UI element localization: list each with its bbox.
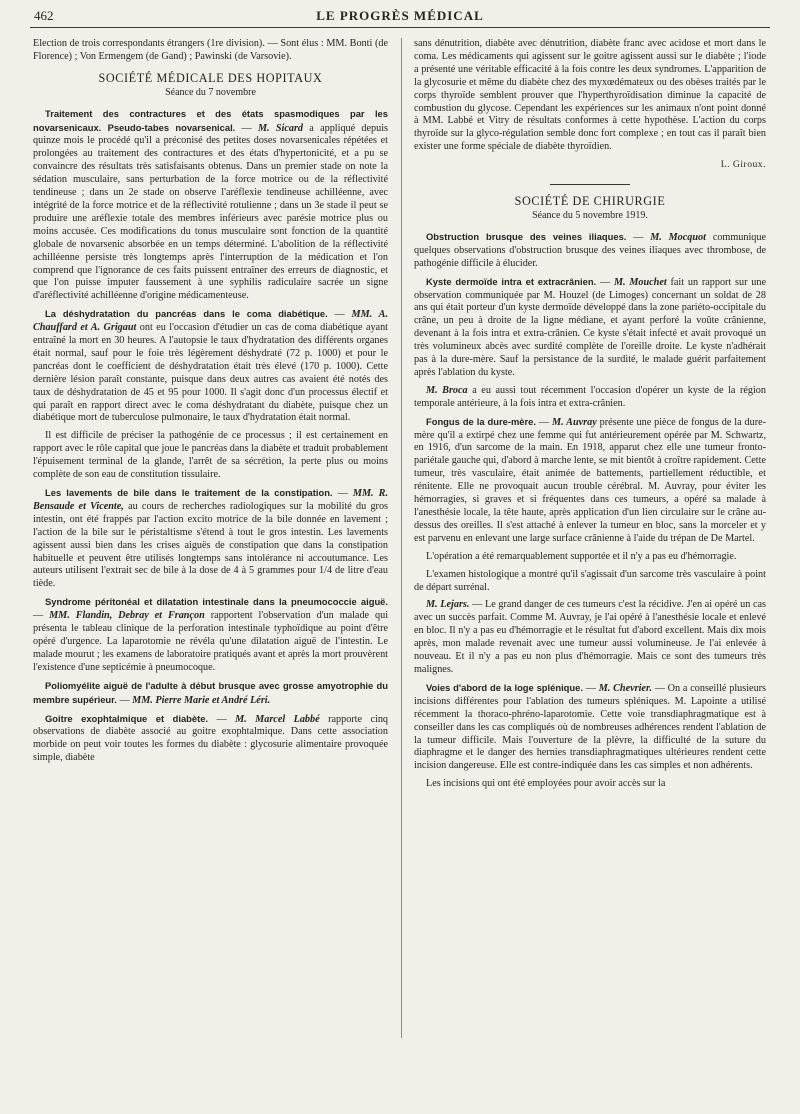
article-paragraph: Traitement des contractures et des états spasmodiques par les novarsenicaux. Pseudo-tabes novarsenical. — M. Sicard a appliqué depuis quinze mois le procédé qu'il a préconisé des petites doses novarsenicales répétées et prolongées au traitement des contractures et des états d'hypertonicité, et a pu se convaincre des résultats très satisfaisants obtenus. Dans un premier stade on note la sédation musculaire, sans perturbation de la force motrice ou de la réflectivité tendineuse ; dans un 2e stade on observe l'aréflexie tendineuse achilléenne, avec intégrité de la force motrice et de la réflectivité rotulienne ; dans un 3e stade il peut se produire une aréflexie totale des membres inférieurs avec parésie motrice plus ou moins accusée. Ces modifications du tonus musculaire sont fonction de la quantité globale de novarsenic absorbée en un temps déterminé. L'abolition de la réflectivité achilléenne persiste très longtemps après l'interruption de la médication et l'on comprend que l'ignorance de ces faits puissent entraîner des erreurs de diagnostic, et que l'on puisse imputer faussement à une syphilis radiculaire sacrée un signe d'aréflectivité achilléenne d'origine médicamenteuse. xyxy=(33,107,389,302)
article-text: a eu aussi tout récemment l'occasion d'opérer un kyste de la région temporale antérieure, à la fois intra et extra-crânien. xyxy=(414,384,766,409)
article-text: — On a conseillé plusieurs incisions différentes pour l'ablation des tumeurs spléniques. M. Lapointe a utilisé récemment la thoraco-phréno-laparotomie. Cette voie transdiaphragmatique est à conseiller dans les cas compliqués où de nombreuses adhérences rendent l'ablation de la tumeur difficile. Mais l'ouverture de la plèvre, la difficulté de la suture du diaphragme et le danger des hernies transdiaphragmatiques ultérieures rendent cette incision dangereuse. Elle est contre-indiquée dans les cas simples et non adhérents. xyxy=(414,682,767,772)
author-signature: L. Giroux. xyxy=(720,159,766,171)
author-name: M. Chevrier. xyxy=(598,682,652,694)
article-text: ont eu l'occasion d'étudier un cas de coma diabétique ayant entraîné la mort en 30 heures. A l'autopsie le taux d'hydratation des différents organes était normal, sauf pour le foie très légèrement déshydraté (72 p. 1000) et pour le pancréas dont le coefficient de déshydratation était très élevé (170 p. 1000). Cette dernière lésion paraît constante, puisque dans deux autres cas avaient été notés des taux de déshydratation de 45 et 95 pour 1000. Il s'agit donc d'un processus électif et qui paraît en rapport direct avec le coma déshydratant du diabète, puisque chez un diabétique mort de tuberculose pulmonaire, le taux d'hydratation était normal. xyxy=(33,322,388,424)
author-name: MM. R. Bensaude et Vicente, xyxy=(33,488,388,512)
article-paragraph: sans dénutrition, diabète avec dénutrition, diabète franc avec acidose et mort dans le coma. Les médicaments qui agissent sur le goitre agissent aussi sur le diabète ; l'iode a présenté une véritable efficacité à la fois contre les deux syndromes. L'apparition de la glycosurie et même du diabète chez des myxœdémateux ou des obèses traités par le corps thyroïde semblent prouver que l'hyperthyroïdisation diminue la capacité de combustion du glycose. Cependant les expériences sur les animaux n'ont point donné à MM. Labbé et Vitry de résultats conformes à cette hypothèse. L'action du corps thyroïde sur la glyco-régulation semble donc fort complexe ; en tout cas il paraît bien exister une forme spéciale de diabète thyroïdien. xyxy=(414,38,766,153)
page-number: 462 xyxy=(34,8,54,23)
author-name: MM. A. Chauffard et A. Grigaut xyxy=(33,309,389,334)
article-text: a appliqué depuis quinze mois le procédé qu'il a préconisé des petites doses novarsenicales répétées et prolongées au traitement des contractures et des états d'hypertonicité, et a pu se convaincre des résultats très satisfaisants obtenus. Dans un premier stade on note la sédation musculaire, sans perturbation de la force motrice ou de la réflectivité tendineuse ; dans un 2e stade on observe l'aréflexie tendineuse achilléenne, avec intégrité de la force motrice et de la réflectivité rotulienne ; dans un 3e stade il peut se produire une aréflexie totale des membres inférieurs avec parésie motrice plus ou moins accusée. Ces modifications du tonus musculaire sont fonction de la quantité globale de novarsenic absorbée en un temps déterminé. L'abolition de la réflectivité achilléenne persiste très longtemps après l'interruption de la médication et l'on comprend que l'ignorance de ces faits puissent entraîner des erreurs de diagnostic, et que l'on puisse imputer faussement à une syphilis radiculaire sacrée un signe d'aréflectivité achilléenne d'origine médicamenteuse. xyxy=(33,122,389,302)
article-paragraph: Fongus de la dure-mère. — M. Auvray présente une pièce de fongus de la dure-mère qu'il a extirpé chez une femme qui fut antérieurement opérée par M. Schwartz, en 1916, d'un sarcome de la main. En 1918, apparut chez elle une tumeur fronto-pariétale gauche qui, d'abord à marche lente, se mit bientôt à croître rapidement. Cette tumeur, très vasculaire, était animée de battements, partiellement réductible, et rénitente. Elle ne provoquait aucun trouble cérébral. M. Auvray, pour éviter les hémorragies, si graves et si fréquentes dans ces tumeurs, a opéré sa malade à l'anesthésie locale, la tête haute, après application d'un lien circulaire sur le crâne au-dessus des oreilles. Il s'est attaché à enlever la tumeur en bloc, sans la morceler et y est parvenu en enlevant une large surface crânienne à l'aide du trépan de De Martel. xyxy=(414,415,767,544)
journal-title: LE PROGRÈS MÉDICAL xyxy=(316,8,484,23)
article-paragraph: L'opération a été remarquablement supportée et il n'y a pas eu d'hémorragie. xyxy=(426,550,737,562)
author-name: M. Sicard xyxy=(258,122,304,134)
article-text: rapportent l'observation d'un malade qui présenta le tableau clinique de la perforation intestinale typhoïdique au point d'être opéré d'urgence. La laparotomie ne révéla qu'une dilatation aiguë de l'intestin. Le malade mourut ; les examens de laboratoire pratiqués avant et après la mort prouvèrent l'existence d'une septicémie à pneumocoque. xyxy=(33,610,389,673)
article-text: — Le grand danger de ces tumeurs c'est la récidive. J'en ai opéré un cas avec un succès parfait. Comme M. Auvray, je l'ai opéré à l'anesthésie locale et enlevé en bloc. Il n'y a pas eu d'hémorragie et le résultat fut d'abord excellent. Mais dix mois après, mon malade revenait avec une tumeur aussi volumineuse. Je l'ai enlevée à nouveau. Et il n'y a pas eu non plus d'hémorragie. Mais ce sont des tumeurs très malignes. xyxy=(414,599,766,675)
author-name: M. Mouchet xyxy=(613,276,667,288)
article-topic: Syndrome péritonéal et dilatation intestinale dans la pneumococcie aiguë. xyxy=(45,596,388,608)
article-topic: Les lavements de bile dans le traitement de la constipation. xyxy=(45,487,333,498)
article-paragraph: Il est difficile de préciser la pathogénie de ce processus ; il est certainement en rapport avec le rôle capital que joue le pancréas dans la diabète et traduit probablement l'épuisement terminal de la glande, l'arrêt de sa sécrétion, la perte plus ou moins complète de son eau de constitution tissulaire. xyxy=(33,430,388,481)
section-divider xyxy=(550,184,630,185)
article-text: rapporte cinq observations de diabète associé au goitre exophtalmique. Dans cette association morbide on peut voir toutes les formes du diabète : glycosurie alimentaire provoquée simple, diabète xyxy=(33,713,389,764)
society-title: SOCIÉTÉ MÉDICALE DES HOPITAUX xyxy=(98,70,323,85)
article-topic: Traitement des contractures et des états spasmodiques par les novarsenicaux. Pseudo-tabes novarsenical. xyxy=(33,107,388,133)
author-name: M. Mocquot xyxy=(650,231,706,243)
page-header xyxy=(30,5,770,28)
article-topic: La déshydratation du pancréas dans le coma diabétique. xyxy=(45,308,328,320)
author-name: M. Lejars. xyxy=(426,599,470,611)
author-name: MM. Pierre Marie et André Léri. xyxy=(132,694,271,706)
article-text: au cours de recherches radiologiques sur la mobilité du gros intestin, ont été frappés par l'action excito motrice de la bile donnée en lavement ; l'action de la bile sur le péristaltisme s'étend à tout le gros intestin. Les lavements agissent aussi bien dans les crises aiguës de constipation que dans la constipation habituelle et peuvent être utilisés longtemps sans intolérance ni accoutumance. Les auteurs utilisent l'extrait sec de bile à la dose de 4 à 5 grammes pour 1/4 de litre d'eau tiède. xyxy=(33,500,388,590)
article-paragraph: Les lavements de bile dans le traitement de la constipation. — MM. R. Bensaude et Vicente, au cours de recherches radiologiques sur la mobilité du gros intestin, ont été frappés par l'action excito motrice de la bile donnée en lavement ; l'action de la bile sur le péristaltisme s'étend à tout le gros intestin. Les lavements agissent aussi bien dans les crises aiguës de constipation que dans la constipation habituelle et peuvent être utilisés longtemps sans intolérance ni accoutumance. Les auteurs utilisent l'extrait sec de bile à la dose de 4 à 5 grammes pour 1/4 de litre d'eau tiède. xyxy=(33,487,388,590)
article-paragraph: L'examen histologique a montré qu'il s'agissait d'un sarcome très vasculaire à point de départ surrénal. xyxy=(414,568,766,593)
article-paragraph: Poliomyélite aiguë de l'adulte à début brusque avec grosse amyotrophie du membre supérieur. — MM. Pierre Marie et André Léri. xyxy=(33,679,388,706)
article-paragraph: Goitre exophtalmique et diabète. — M. Marcel Labbé rapporte cinq observations de diabète associé au goitre exophtalmique. Dans cette association morbide on peut voir toutes les formes du diabète : glycosurie alimentaire provoquée simple, diabète xyxy=(33,712,389,764)
election-notice: Election de trois correspondants étrangers (1re division). — Sont élus : MM. Bonti (de Florence) ; Von Ermengem (de Gand) ; Pawinski (de Varsovie). xyxy=(33,38,388,62)
left-column xyxy=(33,38,388,770)
seance-date: Séance du 7 novembre xyxy=(165,86,256,98)
author-name: M. Marcel Labbé xyxy=(235,713,320,725)
article-paragraph: Les incisions qui ont été employées pour avoir accès sur la xyxy=(426,778,666,790)
author-name: M. Broca xyxy=(426,384,468,396)
article-text: communique quelques observations d'obstruction brusque des veines iliaques avec thrombose, de pathogénie difficile à élucider. xyxy=(414,231,767,269)
article-paragraph xyxy=(414,599,766,676)
article-topic: Voies d'abord de la loge splénique. xyxy=(426,681,583,693)
article-paragraph xyxy=(414,385,766,411)
article-topic: Obstruction brusque des veines iliaques. xyxy=(426,230,627,242)
seance-date: Séance du 5 novembre 1919. xyxy=(532,209,648,221)
author-name: M. Auvray xyxy=(552,416,597,428)
right-column xyxy=(414,38,766,796)
article-paragraph: Obstruction brusque des veines iliaques. — M. Mocquot communique quelques observations d'obstruction brusque des veines iliaques avec thrombose, de pathogénie difficile à élucider. xyxy=(414,230,767,269)
author-name: MM. Flandin, Debray et Françon xyxy=(49,610,205,622)
article-text: fait un rapport sur une observation communiquée par M. Houzel (de Limoges) concernant un soldat de 28 ans qui était porteur d'un kyste dermoïde développé dans la zone pariéto-occipitale du crâne, un peu à droite de la ligne médiane, et ayant perforé la voûte crânienne, devenant à la fois intra et extra-crânien. Ce kyste s'était infecté et avait provoqué un très volumineux abcès avec surdité complète de l'oreille droite. Le kyste n'adhérait pas à la dure-mère. Sauf la persistance de la surdité, le malade guérit parfaitement après l'ablation du kyste. xyxy=(414,276,767,378)
article-topic: Goitre exophtalmique et diabète. xyxy=(45,712,209,724)
column-divider xyxy=(401,38,402,1038)
article-topic: Fongus de la dure-mère. xyxy=(426,415,536,427)
society-title: SOCIÉTÉ DE CHIRURGIE xyxy=(514,194,666,209)
article-topic: Poliomyélite aiguë de l'adulte à début brusque avec grosse amyotrophie du membre supérieur. xyxy=(33,679,388,705)
article-paragraph: Kyste dermoïde intra et extracrânien. — M. Mouchet fait un rapport sur une observation communiquée par M. Houzel (de Limoges) concernant un soldat de 28 ans qui était porteur d'un kyste dermoïde développé dans la zone pariéto-occipitale du crâne, un peu à droite de la ligne médiane, et ayant perforé la voûte crânienne, devenant à la fois intra et extra-crânien. Ce kyste s'était infecté et avait provoqué un très volumineux abcès avec surdité complète de l'oreille droite. Le kyste n'adhérait pas à la dure-mère. Sauf la persistance de la surdité, le malade guérit parfaitement après l'ablation du kyste. xyxy=(414,275,767,378)
article-paragraph: Syndrome péritonéal et dilatation intestinale dans la pneumococcie aiguë. — MM. Flandin, Debray et Françon rapportent l'observation d'un malade qui présenta le tableau clinique de la perforation intestinale typhoïdique au point d'être opéré d'urgence. La laparotomie ne révéla qu'une dilatation aiguë de l'intestin. Le malade mourut ; les examens de laboratoire pratiqués avant et après la mort prouvèrent l'existence d'une septicémie à pneumocoque. xyxy=(33,596,389,673)
article-paragraph: La déshydratation du pancréas dans le coma diabétique. — MM. A. Chauffard et A. Grigaut ont eu l'occasion d'étudier un cas de coma diabétique ayant entraîné la mort en 30 heures. A l'autopsie le taux d'hydratation des différents organes était normal, sauf pour le foie très légèrement déshydraté (72 p. 1000) et pour le pancréas dont le coefficient de déshydratation était très élevé (170 p. 1000). Cette dernière lésion paraît constante, puisque dans deux autres cas avaient été notés des taux de déshydratation de 45 et 95 pour 1000. Il s'agit donc d'un processus électif et qui paraît en rapport direct avec le coma déshydratant du diabète, puisque chez un diabétique mort de tuberculose pulmonaire, le taux d'hydratation était normal. xyxy=(33,308,389,424)
article-topic: Kyste dermoïde intra et extracrânien. xyxy=(426,275,597,287)
article-text: présente une pièce de fongus de la dure-mère qu'il a extirpé chez une femme qui fut antérieurement opérée par M. Schwartz, en 1916, d'un sarcome de la main. En 1918, apparut chez elle une tumeur fronto-pariétale gauche qui, d'abord à marche lente, se mit bientôt à croître rapidement. Cette tumeur, très vasculaire, était animée de battements, partiellement réductible, et rénitente. Elle ne provoquait aucun trouble cérébral. M. Auvray, pour éviter les hémorragies, si graves et si fréquentes dans ces tumeurs, a opéré sa malade à l'anesthésie locale, la tête haute, après application d'un lien circulaire sur le crâne au-dessus des oreilles. Il s'est attaché à enlever la tumeur en bloc, sans la morceler et y est parvenu en enlevant une large surface crânienne à l'aide du trépan de De Martel. xyxy=(414,416,767,544)
article-paragraph: Voies d'abord de la loge splénique. — M. Chevrier. — On a conseillé plusieurs incisions différentes pour l'ablation des tumeurs spléniques. M. Lapointe a utilisé récemment la thoraco-phréno-laparotomie. Cette voie transdiaphragmatique est à conseiller dans les cas compliqués où de nombreuses adhérences rendent l'ablation de la tumeur difficile. Mais l'ouverture de la plèvre, la difficulté de la suture du diaphragme et le danger des hernies transdiaphragmatiques ultérieures rendent cette incision dangereuse. Elle est contre-indiquée dans les cas simples et non adhérents. xyxy=(414,681,767,772)
